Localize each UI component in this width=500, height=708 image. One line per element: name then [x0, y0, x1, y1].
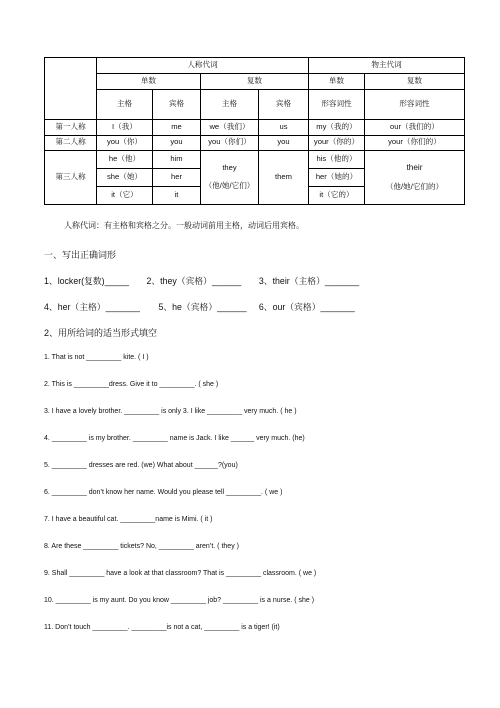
question: 7. I have a beautiful cat. _________name is Mimi. ( it ): [44, 516, 213, 523]
pronoun-table: [44, 57, 465, 205]
question: 2. This is _________dress. Give it to _________. ( she ): [44, 381, 219, 388]
corner-cell: [45, 58, 97, 120]
header-subject: 主格: [97, 90, 153, 120]
third-poss-it: it（它的）: [309, 186, 365, 204]
header-possessive: 物主代词: [309, 58, 465, 74]
third-it-obj: it: [153, 186, 201, 204]
exercise-item: 6、our（宾格）_______: [258, 302, 355, 312]
third-poss-p: [365, 150, 465, 204]
second-p-subj: you（你们）: [201, 135, 259, 150]
question: 3. I have a lovely brother. _________ is only 3. I like _________ very much. ( he ): [44, 408, 297, 415]
header-poss-singular: 单数: [309, 74, 365, 90]
second-poss-p: your（你们的）: [365, 135, 465, 150]
grammar-note: 人称代词：有主格和宾格之分。一般动词前用主格，动词后用宾格。: [64, 221, 304, 230]
third-poss-she: her（她的）: [309, 168, 365, 186]
first-s-obj: me: [153, 120, 201, 135]
third-she-obj: her: [153, 168, 201, 186]
second-s-subj: you（你）: [97, 135, 153, 150]
header-adj-singular: 形容词性: [309, 90, 365, 120]
third-p-subj-top: they: [222, 162, 237, 172]
question: 10. _________ is my aunt. Do you know _________ job? _________ is a nurse. ( she ): [44, 597, 315, 604]
first-poss-s: my（我的）: [309, 120, 365, 135]
second-p-obj: you: [259, 135, 309, 150]
third-p-subj-bottom: （他/她/它们）: [204, 181, 255, 191]
row-label-first: 第一人称: [45, 120, 97, 135]
third-he-subj: he（他）: [97, 150, 153, 168]
section2-title: 2、用所给词的适当形式填空: [44, 328, 158, 338]
section1-row-2: [44, 300, 355, 313]
first-p-subj: we（我们）: [201, 120, 259, 135]
header-object: 宾格: [153, 90, 201, 120]
row-label-third: 第三人称: [45, 150, 97, 204]
question: 9. Shall _________ have a look at that classroom? That is _________ classroom. ( we ): [44, 570, 317, 577]
question: 8. Are these _________ tickets? No, _________ aren’t. ( they ): [44, 543, 239, 550]
header-singular: 单数: [97, 74, 201, 90]
question: 1. That is not _________ kite. ( I ): [44, 354, 149, 361]
question: 5. _________ dresses are red. (we) What about ______?(you): [44, 462, 238, 469]
third-poss-he: his（他的）: [309, 150, 365, 168]
question: 11. Don’t touch _________. _________is not a cat, _________ is a tiger! (it): [44, 624, 280, 631]
first-p-obj: us: [259, 120, 309, 135]
first-s-subj: I（我）: [97, 120, 153, 135]
header-personal: 人称代词: [97, 58, 309, 74]
exercise-item: 3、their（主格）_______: [258, 276, 360, 286]
header-plural: 复数: [201, 74, 309, 90]
third-poss-p-top: their: [406, 163, 423, 173]
first-poss-p: our（我们的）: [365, 120, 465, 135]
exercise-item: 2、they（宾格）______: [146, 276, 242, 286]
question: 6. _________ don’t know her name. Would you please tell _________. ( we ): [44, 489, 283, 496]
section1-title: 一、写出正确词形: [44, 250, 117, 260]
third-poss-p-bottom: （他/她/它们的）: [385, 181, 444, 191]
header-adj-plural: 形容词性: [365, 90, 465, 120]
row-label-second: 第二人称: [45, 135, 97, 150]
question: 4. _________ is my brother. _________ name is Jack. I like ______ very much. (he): [44, 435, 305, 442]
exercise-item: 1、locker(复数)_____: [44, 276, 130, 286]
section1-row-1: [44, 274, 359, 287]
exercise-item: 5、he（宾格）______: [158, 302, 247, 312]
third-he-obj: him: [153, 150, 201, 168]
third-it-subj: it（它）: [97, 186, 153, 204]
second-s-obj: you: [153, 135, 201, 150]
third-p-subj: [201, 150, 259, 204]
third-she-subj: she（她）: [97, 168, 153, 186]
exercise-item: 4、her（主格）_______: [44, 302, 140, 312]
second-poss-s: your（你的）: [309, 135, 365, 150]
header-object-plural: 宾格: [259, 90, 309, 120]
header-subject-plural: 主格: [201, 90, 259, 120]
header-poss-plural: 复数: [365, 74, 465, 90]
third-p-obj: them: [259, 150, 309, 204]
